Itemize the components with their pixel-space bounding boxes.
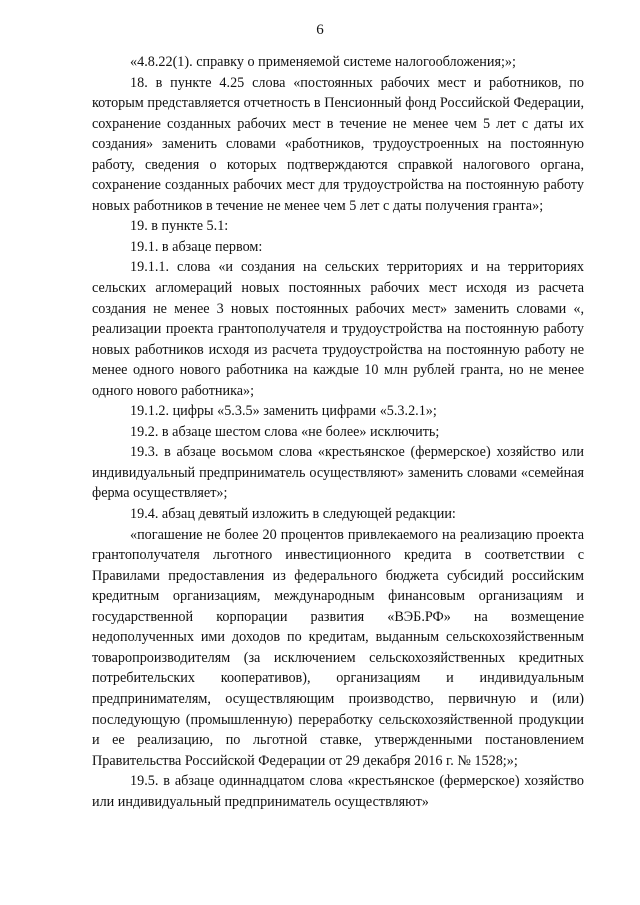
paragraph-19-1: 19.1. в абзаце первом:: [130, 238, 263, 255]
paragraph-19-3: 19.3. в абзаце восьмом слова «крестьянское (фермерское) хозяйство или индивидуальный предприниматель осуществляют» заменить словами «семейная ферма осуществляет»;: [92, 444, 584, 502]
paragraph-19-2: 19.2. в абзаце шестом слова «не более» исключить;: [130, 423, 440, 440]
paragraph-4-8-22: «4.8.22(1). справку о применяемой системе налогообложения;»;: [130, 54, 516, 70]
paragraph-19-5: 19.5. в абзаце одиннадцатом слова «крестьянское (фермерское) хозяйство или индивидуальный предприниматель осуществляют»: [92, 773, 584, 810]
paragraph-19-1-1: 19.1.1. слова «и создания на сельских территориях и на территориях сельских агломераций новых постоянных рабочих мест исходя из расчета создания не менее 3 новых постоянных рабочих мест» заменить словами «, реализации проекта грантополучателя и трудоустройства на постоянную работу новых работников исходя из расчета трудоустройства на постоянную работу не менее одного нового работника на каждые 10 млн рублей гранта, но не менее одного нового работника»;: [92, 259, 584, 399]
page-number: 6: [316, 22, 324, 38]
paragraph-18: 18. в пункте 4.25 слова «постоянных рабочих мест и работников, по которым представляется отчетность в Пенсионный фонд Российской Федерации, сохранение созданных рабочих мест в течение не менее чем 5 лет с даты их создания» заменить словами «работников, трудоустроенных на постоянную работу, сведения о которых подтверждаются справкой налогового органа, сохранение созданных рабочих мест для трудоустройства на постоянную работу новых работников в течение не менее чем 5 лет с даты получения гранта»;: [92, 74, 584, 214]
paragraph-19: 19. в пункте 5.1:: [130, 218, 229, 235]
paragraph-19-4: 19.4. абзац девятый изложить в следующей редакции:: [130, 506, 456, 523]
paragraph-19-1-2: 19.1.2. цифры «5.3.5» заменить цифрами «5.3.2.1»;: [130, 403, 437, 420]
paragraph-new-abzac-9: «погашение не более 20 процентов привлекаемого на реализацию проекта грантополучателя льготного инвестиционного кредита в соответствии с Правилами предоставления из федерального бюджета субсидий российским кредитным организациям, международным финансовым организациям и государственной корпорации развития «ВЭБ.РФ» на возмещение недополученных ими доходов по кредитам, выданным сельскохозяйственным товаропроизводителям (за исключением сельскохозяйственных кредитных потребительских кооперативов), организациям и индивидуальным предпринимателям, осуществляющим производство, первичную и (или) последующую (промышленную) переработку сельскохозяйственной продукции и ее реализацию, по льготной ставке, утвержденными постановлением Правительства Российской Федерации от 29 декабря 2016 г. № 1528;»;: [92, 526, 584, 769]
document-body: [92, 52, 584, 812]
